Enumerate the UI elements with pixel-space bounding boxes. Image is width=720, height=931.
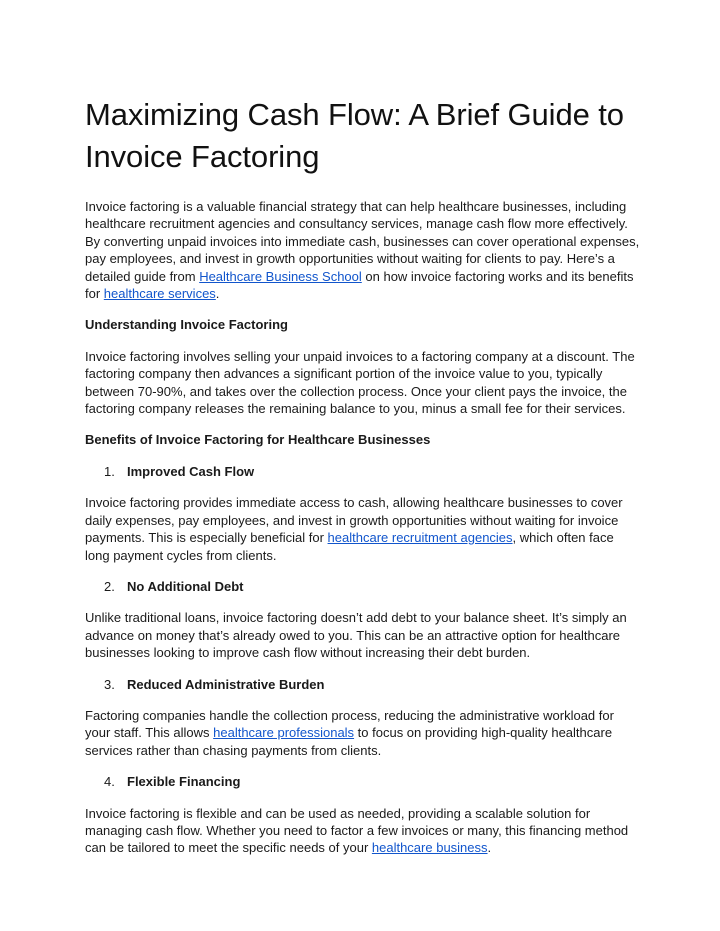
list-item-4: [104, 773, 640, 790]
body-text: Invoice factoring provides immediate access to cash, allowing healthcare businesses to cover daily expenses, pay employees, and invest in growth opportunities without waiting for invoice payments. This is especially beneficial for: [85, 495, 623, 546]
healthcare-professionals-link[interactable]: healthcare professionals: [213, 725, 355, 741]
list-item-body: [85, 609, 640, 661]
list-number: 3.: [104, 676, 115, 692]
list-number: 1.: [104, 463, 115, 479]
list-number: 4.: [104, 774, 115, 790]
list-number: 2.: [104, 578, 115, 594]
list-item-3: [104, 676, 640, 693]
healthcare-recruitment-agencies-link[interactable]: healthcare recruitment agencies: [327, 530, 513, 546]
list-item-1: [104, 463, 640, 480]
list-item-body: [85, 494, 640, 564]
intro-paragraph: [85, 198, 640, 302]
intro-text-1: Invoice factoring is a valuable financial strategy that can help healthcare businesses, including healthcare recruitment agencies and consultancy services, manage cash flow more effectively. By converting unpaid invoices into immediate cash, businesses can cover operational expenses, pay employees, and invest in growth opportunities without waiting for clients to pay. Here’s a detailed guide from: [85, 199, 640, 284]
healthcare-services-link[interactable]: healthcare services: [103, 286, 216, 302]
intro-text-3: .: [215, 286, 220, 302]
healthcare-business-school-link[interactable]: Healthcare Business School: [199, 268, 362, 284]
section-body-understanding: Invoice factoring involves selling your unpaid invoices to a factoring company at a discount. The factoring company then advances a significant portion of the invoice value to you, typically between 70-90%, and takes over the collection process. Once your client pays the invoice, the factoring company releases the remaining balance to you, minus a small fee for their services.: [85, 348, 635, 417]
section-heading-benefits: Benefits of Invoice Factoring for Healthcare Businesses: [85, 432, 431, 448]
list-item-title: Improved Cash Flow: [127, 463, 255, 479]
page-title: Maximizing Cash Flow: A Brief Guide to Invoice Factoring: [85, 97, 624, 174]
list-item-title: Flexible Financing: [127, 774, 241, 790]
body-text: Unlike traditional loans, invoice factoring doesn’t add debt to your balance sheet. It’s simply an advance on money that’s already owed to you. This can be an attractive option for healthcare businesses looking to improve cash flow without increasing their debt burden.: [85, 610, 627, 661]
section-heading-understanding: Understanding Invoice Factoring: [85, 317, 288, 333]
list-item-title: Reduced Administrative Burden: [127, 676, 325, 692]
body-text: .: [487, 840, 492, 856]
intro-text-2: on how invoice factoring works and its benefits for: [85, 268, 634, 302]
list-item-body: [85, 805, 640, 857]
list-item-title: No Additional Debt: [127, 578, 244, 594]
list-item-body: [85, 707, 640, 759]
body-text: Factoring companies handle the collection process, reducing the administrative workload for your staff. This allows: [85, 707, 614, 741]
body-text: to focus on providing high-quality healthcare services rather than chasing payments from clients.: [85, 725, 613, 758]
body-text: Invoice factoring is flexible and can be used as needed, providing a scalable solution for managing cash flow. Whether you need to factor a few invoices or many, this financing method can be tailored to meet the specific needs of your: [85, 805, 629, 856]
healthcare-business-link[interactable]: healthcare business: [371, 840, 488, 856]
list-item-2: [104, 578, 640, 595]
body-text: , which often face long payment cycles from clients.: [85, 530, 614, 563]
